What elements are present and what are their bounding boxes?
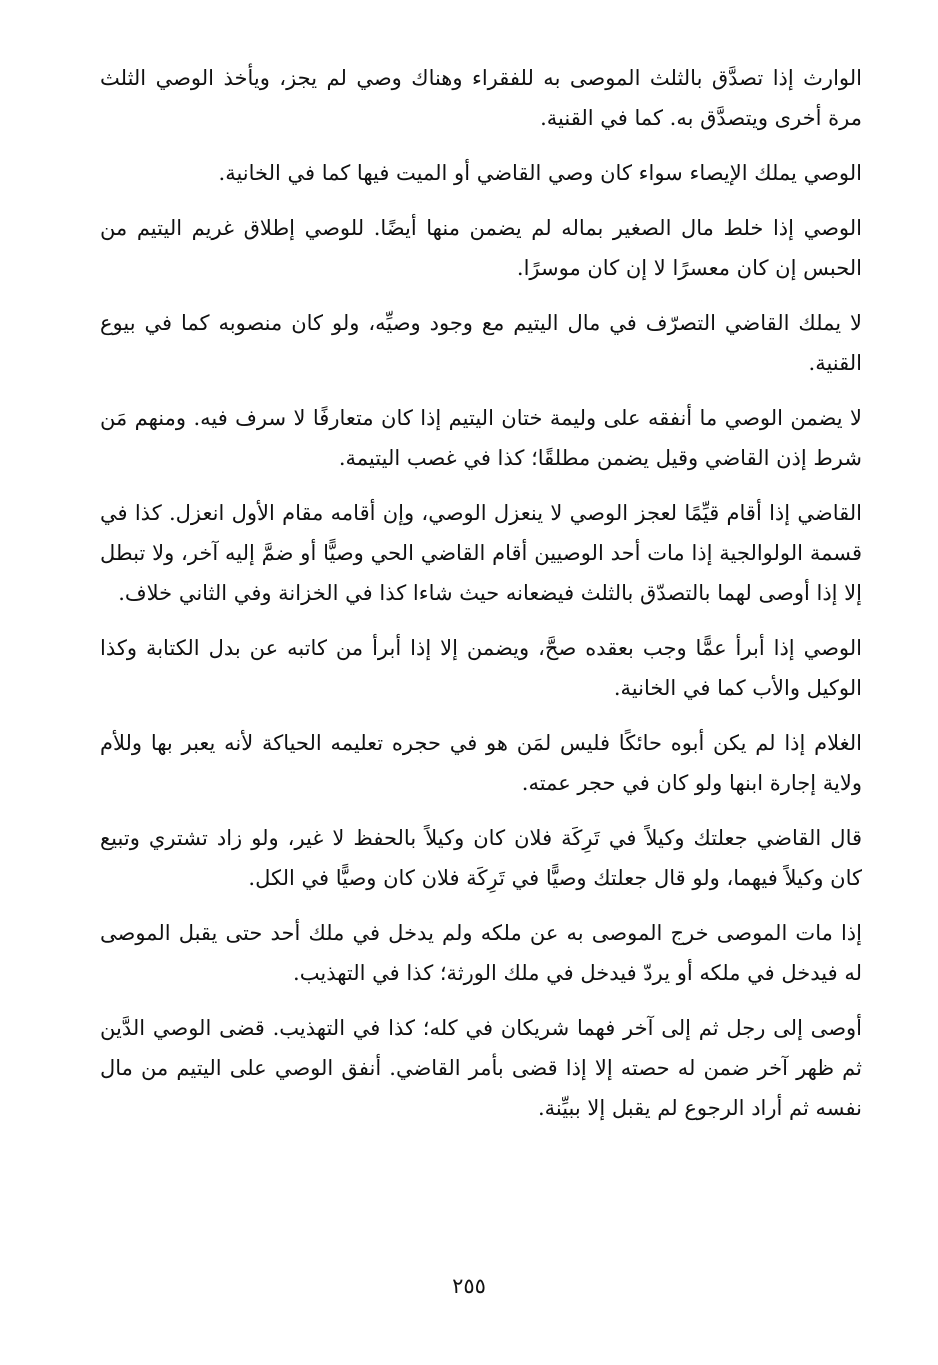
page-number: ٢٥٥ [452, 1274, 486, 1298]
paragraph: القاضي إذا أقام قيِّمًا لعجز الوصي لا ينعزل الوصي، وإن أقامه مقام الأول انعزل. كذا في قسمة الولوالجية إذا مات أحد الوصيين أقام القاضي الحي وصيًّا أو ضمَّ إليه آخر، ولا تبطل إلا إذا أوصى لهما بالتصدّق بالثلث فيضعانه حيث شاءا كذا في الخزانة وفي الثاني خلاف. [100, 501, 862, 605]
paragraph: أوصى إلى رجل ثم إلى آخر فهما شريكان في كله؛ كذا في التهذيب. قضى الوصي الدَّين ثم ظهر آخر ضمن له حصته إلا إذا قضى بأمر القاضي. أنفق الوصي على اليتيم من مال نفسه ثم أراد الرجوع لم يقبل إلا ببيِّنة. [100, 1016, 862, 1120]
paragraph: لا يضمن الوصي ما أنفقه على وليمة ختان اليتيم إذا كان متعارفًا لا سرف فيه. ومنهم مَن شرط إذن القاضي وقيل يضمن مطلقًا؛ كذا في غصب اليتيمة. [100, 406, 862, 470]
paragraph: الوصي إذا أبرأ عمًّا وجب بعقده صحَّ، ويضمن إلا إذا أبرأ من كاتبه عن بدل الكتابة وكذا الوكيل والأب كما في الخانية. [100, 636, 862, 700]
paragraph: لا يملك القاضي التصرّف في مال اليتيم مع وجود وصيِّه، ولو كان منصوبه كما في بيوع القنية. [100, 311, 862, 375]
paragraph: قال القاضي جعلتك وكيلاً في تَرِكَة فلان كان وكيلاً بالحفظ لا غير، ولو زاد تشتري وتبيع كان وكيلاً فيهما، ولو قال جعلتك وصيًّا في تَرِكَة فلان كان وصيًّا في الكل. [100, 826, 863, 890]
paragraph: الوصي يملك الإيصاء سواء كان وصي القاضي أو الميت فيها كما في الخانية. [218, 161, 862, 185]
paragraph: الغلام إذا لم يكن أبوه حائكًا فليس لمَن هو في حجره تعليمه الحياكة لأنه يعبر بها وللأم ولاية إجارة ابنها ولو كان في حجر عمته. [100, 731, 862, 795]
body-text [100, 58, 862, 1143]
paragraph: الوارث إذا تصدَّق بالثلث الموصى به للفقراء وهناك وصي لم يجز، ويأخذ الوصي الثلث مرة أخرى ويتصدَّق به. كما في القنية. [100, 66, 862, 130]
paragraph: الوصي إذا خلط مال الصغير بماله لم يضمن منها أيضًا. للوصي إطلاق غريم اليتيم من الحبس إن كان معسرًا لا إن كان موسرًا. [100, 216, 862, 280]
paragraph: إذا مات الموصى خرج الموصى به عن ملكه ولم يدخل في ملك أحد حتى يقبل الموصى له فيدخل في ملكه أو يردّ فيدخل في ملك الورثة؛ كذا في التهذيب. [100, 921, 862, 985]
